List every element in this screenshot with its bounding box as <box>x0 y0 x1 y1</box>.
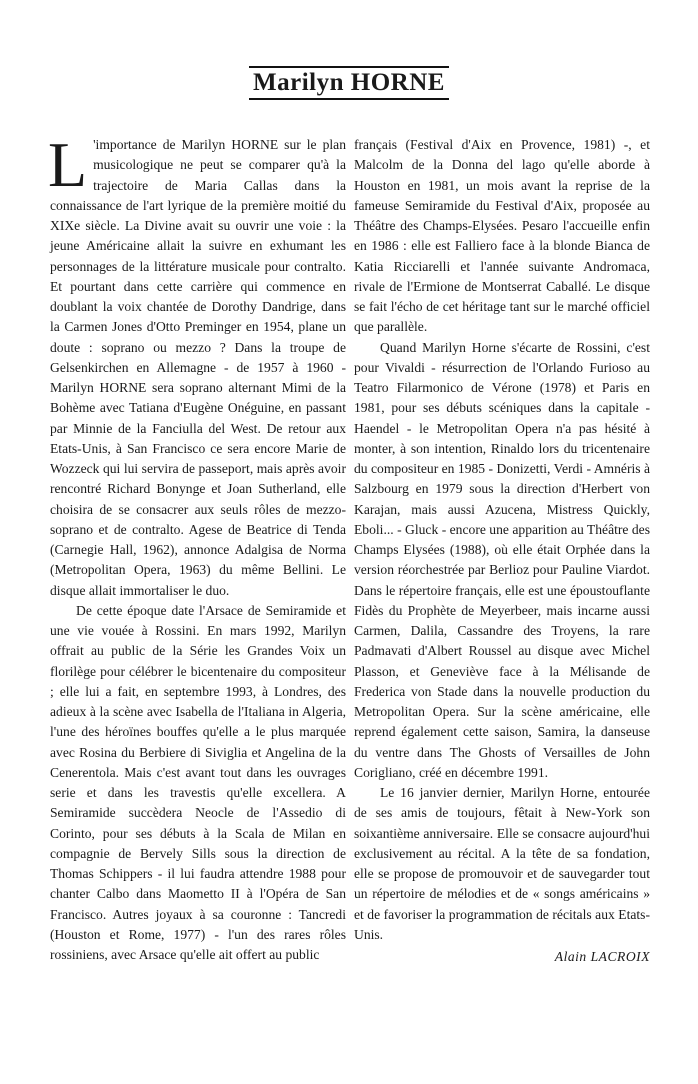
right-column <box>354 135 650 967</box>
paragraph: français (Festival d'Aix en Provence, 1981) -, et Malcolm de la Donna del lago qu'elle aborde à Houston en 1981, un mois avant la reprise de la fameuse Semiramide du Festival d'Aix, proposée au Théâtre des Champs-Elysées. Pesaro l'accueille enfin en 1986 : elle est Falliero face à la blonde Bianca de Katia Ricciarelli et l'année suivante Andromaca, rivale de l'Ermione de Montserrat Caballé. Le disque se fait l'écho de cet héritage tant sur le marché officiel que parallèle. <box>354 137 650 335</box>
paragraph-text: 'importance de Marilyn HORNE sur le plan musicologique ne peut se comparer qu'à la trajectoire de Maria Callas dans la connaissance de l'art lyrique de la première moitié du XIXe siècle. La Divine avait su ouvrir une voie : la jeune Américaine allait la suivre en exhumant les personnages de la littérature musicale pour contralto. Et pourtant dans cette carrière qui commence en doublant la voix chantée de Dorothy Dandrige, dans la Carmen Jones d'Otto Preminger en 1954, plane un doute : soprano ou mezzo ? Dans la troupe de Gelsenkirchen en Allemagne - de 1957 à 1960 - Marilyn HORNE sera soprano alternant Mimi de la Bohème avec Tatiana d'Eugène Onéguine, en passant par Minnie de la Fanciulla del West. De retour aux Etats-Unis, à San Francisco ce sera encore Marie de Wozzeck qui lui servira de passeport, mais après avoir rencontré Richard Bonynge et Joan Sutherland, elle choisira de se consacrer aux seuls rôles de mezzo-soprano et de contralto. Agese de Beatrice di Tenda (Carnegie Hall, 1962), annonce Adalgisa de Norma (Metropolitan Opera, 1963) du même Bellini. Le disque allait immortaliser le duo. <box>50 137 346 598</box>
page-title: Marilyn HORNE <box>249 66 449 100</box>
paragraph: De cette époque date l'Arsace de Semiramide et une vie vouée à Rossini. En mars 1992, Marilyn offrait au public de la Série les Grandes Voix un florilège pour célébrer le bicentenaire du compositeur ; elle lui a fait, en septembre 1993, à Londres, des adieux à la scène avec Isabella de l'Italiana in Algeria, l'une des héroïnes bouffes qu'elle a le plus marquée avec Rosina du Berbiere di Siviglia et Angelina de la Cenerentola. Mais c'est avant tout dans les ouvrages serie et dans les travestis qu'elle excellera. A Semiramide succèdera Neocle de l'Assedio di Corinto, pour ses débuts à la Scala de Milan en compagnie de Bervely Sills sous la direction de Thomas Schippers - il lui faudra attendre 1988 pour chanter Calbo dans Maometto II à l'Opéra de San Francisco. Autres joyaux à sa couronne : Tancredi (Houston et Rome, 1977) - l'un des rares rôles rossiniens, avec Arsace qu'elle ait offert au public <box>50 602 346 962</box>
paragraph: Quand Marilyn Horne s'écarte de Rossini, c'est pour Vivaldi - résurrection de l'Orlando Furioso au Teatro Filarmonico de Vérone (1978) et Paris en 1981, pour ses débuts scéniques dans la capitale - Haendel - le Metropolitan Opera n'a pas hésité à monter, à son intention, Rinaldo lors du tricentenaire du compositeur en 1985 - Donizetti, Verdi - Amnéris à Salzbourg en 1979 sous la direction d'Herbert von Karajan, mais aussi Azucena, Mistress Quickly, Eboli... - Gluck - encore une apparition au Théâtre des Champs Elysées (1988), où elle était Orphée dans la version réorchestrée par Berlioz pour Pauline Viardot. Dans le répertoire français, elle est une époustouflante Fidès du Prophète de Meyerbeer, mais incarne aussi Carmen, Dalila, Cassandre des Troyens, la rare Padmavati d'Albert Roussel au disque avec Michel Plasson, et Geneviève face à la Mélisande de Frederica von Stade dans la nouvelle production du Metropolitan Opera. Sur la scène américaine, elle reprend également cette saison, Samira, la danseuse du ventre dans The Ghosts of Versailles de John Corigliano, créé en décembre 1991. <box>354 339 650 780</box>
title-block <box>0 66 698 100</box>
drop-cap: L <box>48 129 88 200</box>
paragraph: Le 16 janvier dernier, Marilyn Horne, entourée de ses amis de toujours, fêtait à New-York son soixantième anniversaire. Elle se consacre aujourd'hui exclusivement au récital. A la tête de sa fondation, elle se propose de promouvoir et de sauvegarder tout un répertoire de mélodies et de « songs américains » et de favoriser la programmation de récitals aux Etats-Unis. <box>354 785 650 942</box>
paragraph <box>48 129 346 601</box>
author-signature: Alain LACROIX <box>554 949 650 964</box>
left-column <box>48 129 346 965</box>
